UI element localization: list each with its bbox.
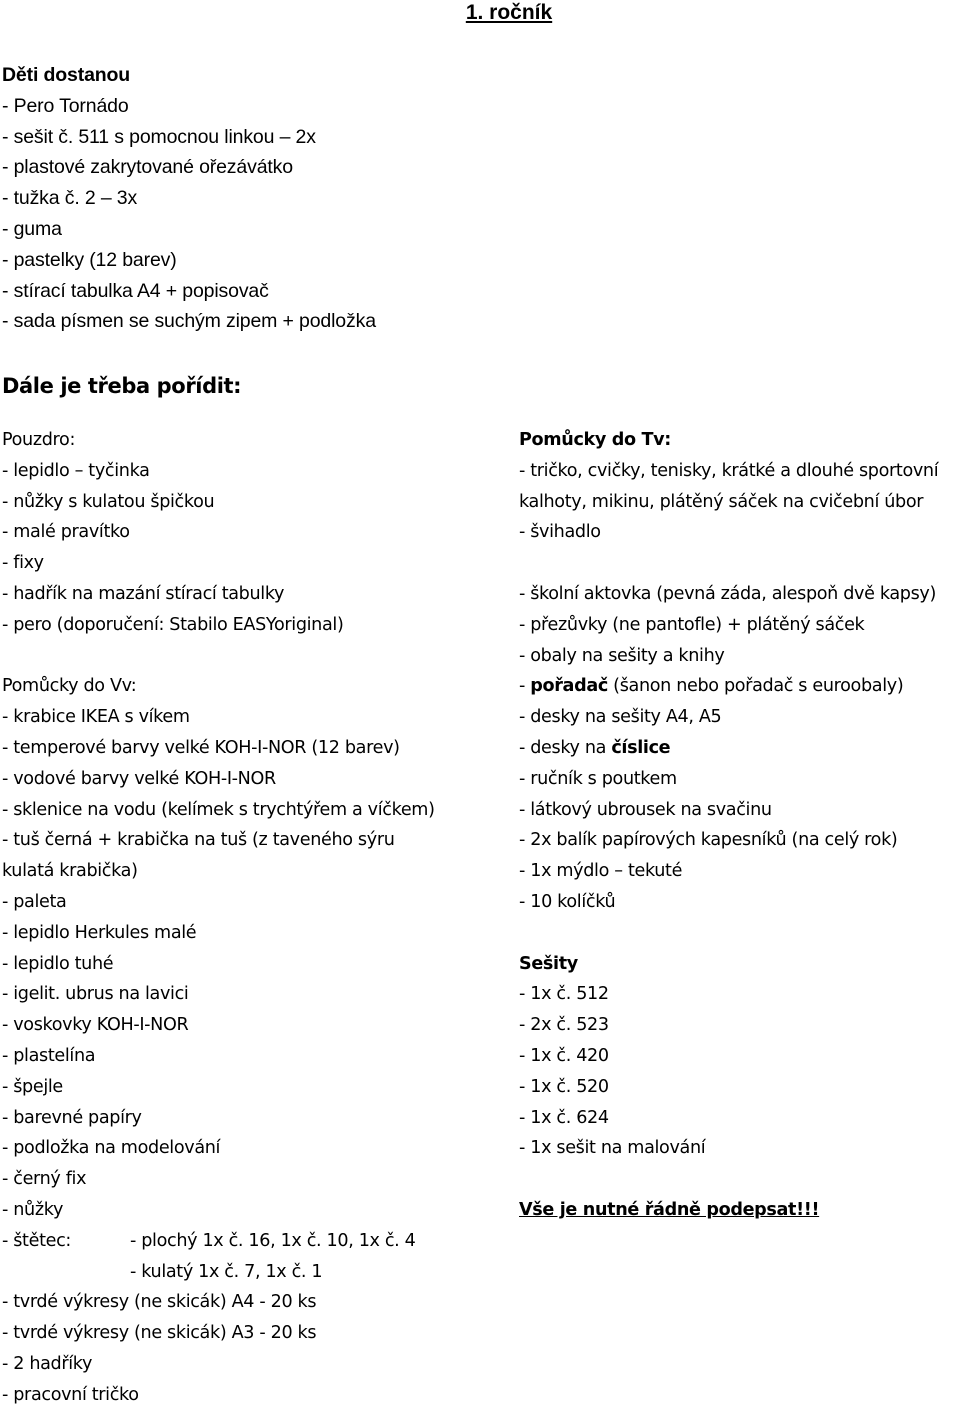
list-item: - hadřík na mazání stírací tabulky <box>2 583 285 604</box>
page-title: 1. ročník <box>465 1 553 24</box>
list-item-desky <box>519 733 959 764</box>
list-item: - desky na sešity A4, A5 <box>519 707 722 728</box>
brush-round: - kulatý 1x č. 7, 1x č. 1 <box>130 1261 323 1282</box>
list-item: - 1x č. 420 <box>519 1045 609 1066</box>
list-item-poradac <box>519 671 959 702</box>
list-item: - školní aktovka (pevná záda, alespoň dvě kapsy) <box>519 583 936 604</box>
list-item: - 2x balík papírových kapesníků (na celý rok) <box>519 830 898 851</box>
pouzdro-heading: Pouzdro: <box>2 430 76 450</box>
list-item: - stírací tabulka A4 + popisovač <box>2 279 269 302</box>
brush-flat: - plochý 1x č. 16, 1x č. 10, 1x č. 4 <box>130 1230 416 1251</box>
vv-heading: Pomůcky do Vv: <box>2 676 137 697</box>
list-item: - fixy <box>2 553 44 574</box>
list-item: - špejle <box>2 1076 63 1097</box>
list-item: - sklenice na vodu (kelímek s trychtýřem a víčkem) <box>2 799 435 820</box>
list-item: - tužka č. 2 – 3x <box>2 187 138 210</box>
list-item: - 10 kolíčků <box>519 891 616 912</box>
spacer <box>519 918 959 949</box>
list-item: - barevné papíry <box>2 1107 142 1128</box>
desky-prefix: - desky na <box>519 737 612 758</box>
poradac-prefix: - <box>519 676 531 697</box>
list-item: - podložka na modelování <box>2 1138 221 1159</box>
list-item: - ručník s poutkem <box>519 768 677 789</box>
list-item: - sada písmen se suchým zipem + podložka <box>2 310 376 333</box>
list-item: - lepidlo tuhé <box>2 953 114 974</box>
brush-row-2 <box>2 1257 502 1288</box>
list-item: - lepidlo Herkules malé <box>2 922 197 943</box>
brush-label: - štětec: <box>2 1230 72 1251</box>
list-item: - pracovní tričko <box>2 1384 139 1405</box>
list-item: - plastové zakrytované ořezávátko <box>2 156 293 179</box>
list-item: - černý fix <box>2 1169 87 1190</box>
spacer <box>2 641 502 672</box>
list-item: - krabice IKEA s víkem <box>2 707 190 728</box>
list-item: - obaly na sešity a knihy <box>519 645 725 666</box>
list-item: - 1x č. 512 <box>519 984 609 1005</box>
list-item: - tričko, cvičky, tenisky, krátké a dlouhé sportovní <box>519 460 939 481</box>
list-item: - Pero Tornádo <box>2 94 129 117</box>
list-item: - malé pravítko <box>2 522 130 543</box>
tv-heading: Pomůcky do Tv: <box>519 430 671 450</box>
brush-row <box>2 1226 502 1257</box>
list-item: - pero (doporučení: Stabilo EASYoriginal) <box>2 614 344 635</box>
list-item: - nůžky s kulatou špičkou <box>2 491 215 512</box>
list-item: - látkový ubrousek na svačinu <box>519 799 772 820</box>
list-item: - přezůvky (ne pantofle) + plátěný sáček <box>519 614 865 635</box>
list-item: - guma <box>2 217 62 240</box>
poradac-rest: (šanon nebo pořadač s euroobaly) <box>607 676 904 697</box>
kids-get-heading: Děti dostanou <box>2 64 131 86</box>
list-item: - tuš černá + krabička na tuš (z taveného sýru <box>2 830 395 851</box>
list-item: - plastelína <box>2 1045 96 1066</box>
list-item: - lepidlo – tyčinka <box>2 460 150 481</box>
right-column <box>519 425 959 1226</box>
list-item: - švihadlo <box>519 522 601 543</box>
list-item: - temperové barvy velké KOH-I-NOR (12 barev) <box>2 737 400 758</box>
list-item: - 1x č. 520 <box>519 1076 609 1097</box>
list-item: - 2x č. 523 <box>519 1015 609 1036</box>
list-item: - tvrdé výkresy (ne skicák) A4 - 20 ks <box>2 1292 317 1313</box>
list-item: - 1x mýdlo – tekuté <box>519 861 683 882</box>
list-item: kulatá krabička) <box>2 861 138 882</box>
spacer <box>519 548 959 579</box>
list-item: - vodové barvy velké KOH-I-NOR <box>2 768 276 789</box>
poradac-bold: pořadač <box>530 676 608 697</box>
sign-note: Vše je nutné řádně podepsat!!! <box>519 1199 820 1220</box>
list-item: - tvrdé výkresy (ne skicák) A3 - 20 ks <box>2 1323 317 1344</box>
list-item: - igelit. ubrus na lavici <box>2 984 189 1005</box>
sesity-heading: Sešity <box>519 953 578 974</box>
kids-get-section <box>2 60 522 337</box>
spacer <box>519 1164 959 1195</box>
list-item: - pastelky (12 barev) <box>2 248 177 271</box>
need-heading: Dále je třeba pořídit: <box>2 374 242 398</box>
list-item: - sešit č. 511 s pomocnou linkou – 2x <box>2 125 316 148</box>
list-item: - voskovky KOH-I-NOR <box>2 1015 189 1036</box>
list-item: - 1x č. 624 <box>519 1107 609 1128</box>
list-item: - paleta <box>2 891 67 912</box>
list-item: kalhoty, mikinu, plátěný sáček na cvičební úbor <box>519 491 924 512</box>
list-item: - nůžky <box>2 1199 64 1220</box>
desky-bold: číslice <box>611 737 671 758</box>
list-item: - 2 hadříky <box>2 1353 93 1374</box>
list-item: - 1x sešit na malování <box>519 1138 706 1159</box>
left-column <box>2 425 502 1411</box>
